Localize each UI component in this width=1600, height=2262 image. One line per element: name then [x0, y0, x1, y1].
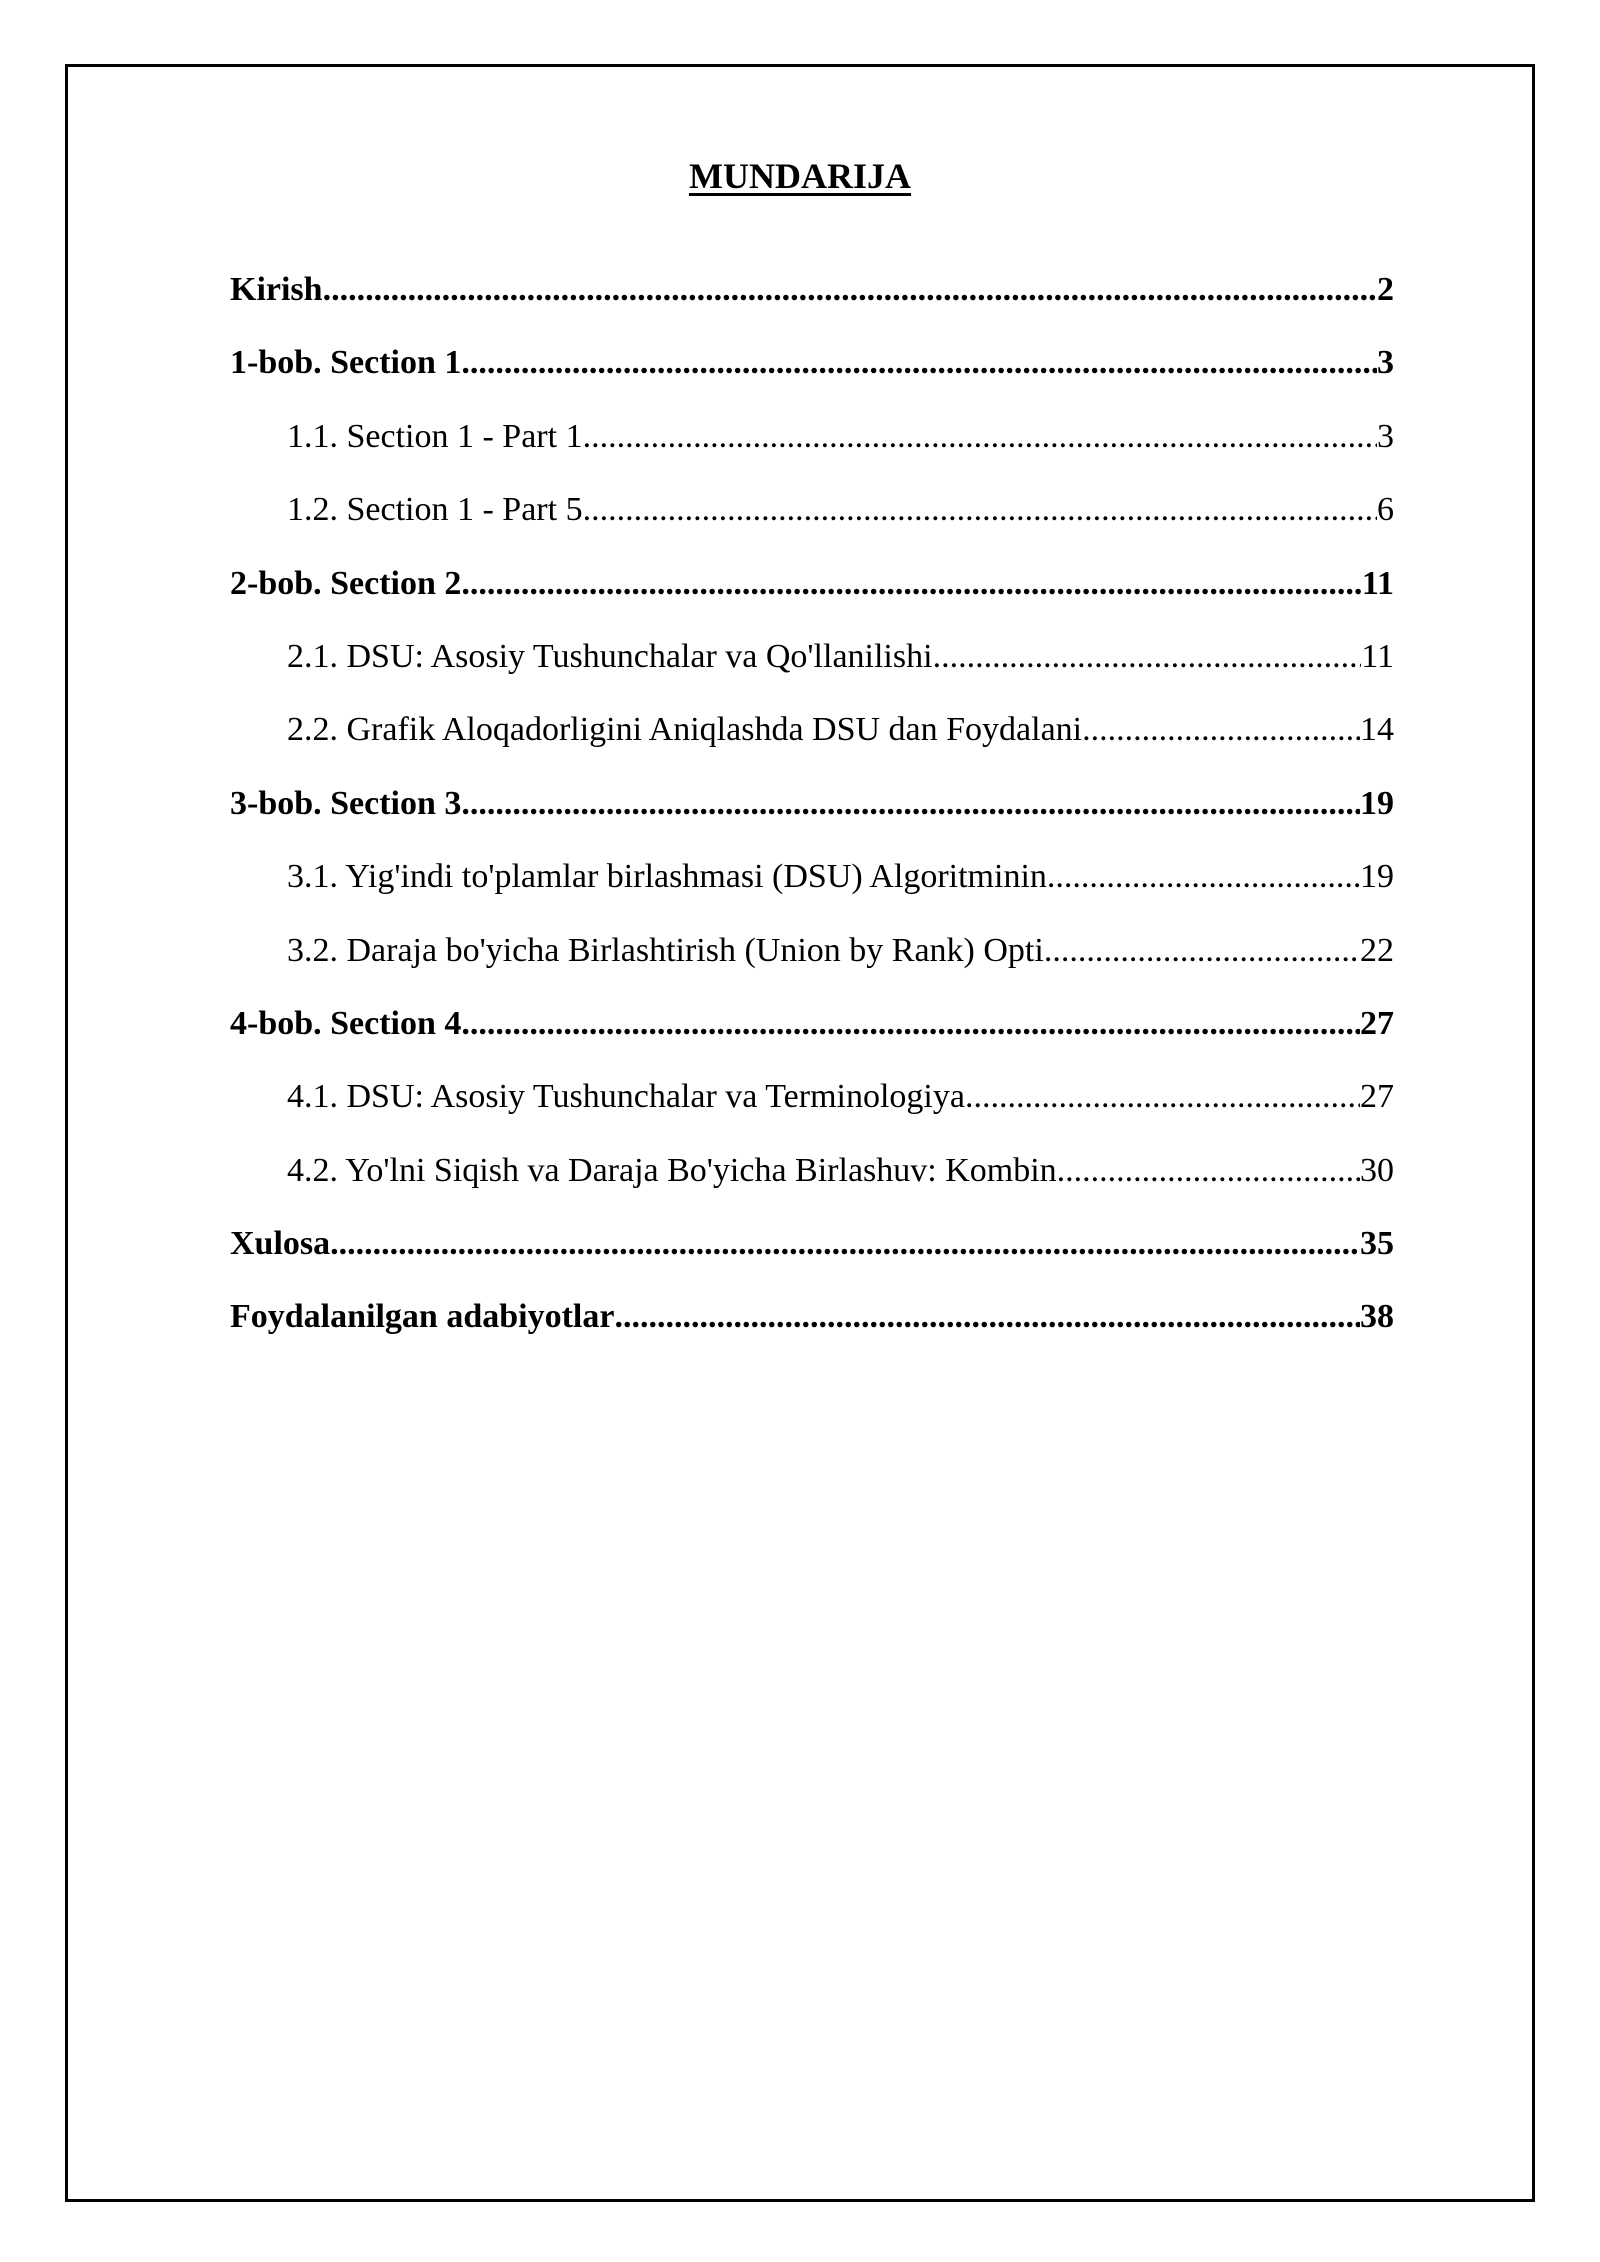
toc-dot-leader	[1044, 927, 1360, 975]
toc-dot-leader	[323, 266, 1377, 314]
toc-entry-title: 2.1. DSU: Asosiy Tushunchalar va Qo'llanilishi	[287, 637, 933, 675]
toc-page-number: 22	[1360, 931, 1394, 969]
toc-section-entry[interactable]	[230, 1073, 1394, 1146]
toc-dot-leader	[614, 1293, 1360, 1341]
toc-dot-leader	[933, 633, 1362, 681]
toc-page-number: 38	[1360, 1298, 1394, 1336]
toc-dot-leader	[965, 1073, 1360, 1121]
toc-page-number: 35	[1360, 1225, 1394, 1263]
toc-entry-title: 3.1. Yig'indi to'plamlar birlashmasi (DSU) Algoritminin	[287, 858, 1047, 896]
toc-page-number: 27	[1360, 1078, 1394, 1116]
toc-entry-title: 1.1. Section 1 - Part 1	[287, 417, 583, 455]
toc-chapter-entry[interactable]	[230, 1000, 1394, 1073]
toc-entry-title: 1.2. Section 1 - Part 5	[287, 491, 583, 529]
toc-section-entry[interactable]	[230, 706, 1394, 779]
toc-dot-leader	[461, 560, 1361, 608]
toc-entry-title: 2-bob. Section 2	[230, 564, 462, 602]
toc-dot-leader	[461, 339, 1377, 387]
toc-dot-leader	[461, 1000, 1360, 1048]
page-title: MUNDARIJA	[689, 156, 911, 196]
toc-entry-title: Kirish	[230, 271, 323, 308]
toc-dot-leader	[583, 413, 1377, 461]
toc-chapter-entry[interactable]	[230, 560, 1394, 633]
toc-dot-leader	[1082, 706, 1360, 754]
toc-chapter-entry[interactable]	[230, 780, 1394, 853]
toc-page-number: 14	[1360, 711, 1394, 749]
toc-entry-title: 4-bob. Section 4	[230, 1004, 462, 1042]
toc-dot-leader	[1047, 853, 1360, 901]
toc-page-number: 11	[1361, 564, 1394, 602]
toc-section-entry[interactable]	[230, 853, 1394, 926]
toc-entry-title: 4.1. DSU: Asosiy Tushunchalar va Terminologiya	[287, 1078, 965, 1116]
toc-dot-leader	[330, 1220, 1360, 1268]
toc-dot-leader	[583, 486, 1377, 534]
toc-chapter-entry[interactable]	[230, 1293, 1394, 1366]
toc-section-entry[interactable]	[230, 633, 1394, 706]
toc-page-number: 11	[1361, 637, 1394, 675]
toc-section-entry[interactable]	[230, 486, 1394, 559]
toc-page-number: 19	[1360, 858, 1394, 896]
toc-page-number: 3	[1377, 344, 1394, 382]
toc-section-entry[interactable]	[230, 413, 1394, 486]
toc-chapter-entry[interactable]	[230, 339, 1394, 412]
table-of-contents	[230, 266, 1394, 1367]
toc-entry-title: 3-bob. Section 3	[230, 784, 462, 822]
toc-entry-title: 1-bob. Section 1	[230, 344, 462, 382]
toc-dot-leader	[1057, 1147, 1360, 1195]
toc-entry-title: 4.2. Yo'lni Siqish va Daraja Bo'yicha Birlashuv: Kombin	[287, 1151, 1057, 1189]
toc-entry-title: Foydalanilgan adabiyotlar	[230, 1298, 615, 1336]
toc-dot-leader	[461, 780, 1360, 828]
toc-page-number: 2	[1377, 271, 1394, 308]
toc-page-number: 30	[1360, 1151, 1394, 1189]
toc-entry-title: Xulosa	[230, 1225, 331, 1263]
toc-page-number: 27	[1360, 1004, 1394, 1042]
toc-entry-title: 2.2. Grafik Aloqadorligini Aniqlashda DSU dan Foydalani	[287, 711, 1083, 749]
toc-page-number: 19	[1360, 784, 1394, 822]
toc-entry-title: 3.2. Daraja bo'yicha Birlashtirish (Union by Rank) Opti	[287, 931, 1044, 969]
toc-section-entry[interactable]	[230, 1147, 1394, 1220]
toc-page-number: 6	[1377, 491, 1394, 529]
toc-chapter-entry[interactable]	[230, 1220, 1394, 1293]
toc-section-entry[interactable]	[230, 927, 1394, 1000]
toc-chapter-entry[interactable]	[230, 266, 1394, 339]
toc-page-number: 3	[1377, 417, 1394, 455]
